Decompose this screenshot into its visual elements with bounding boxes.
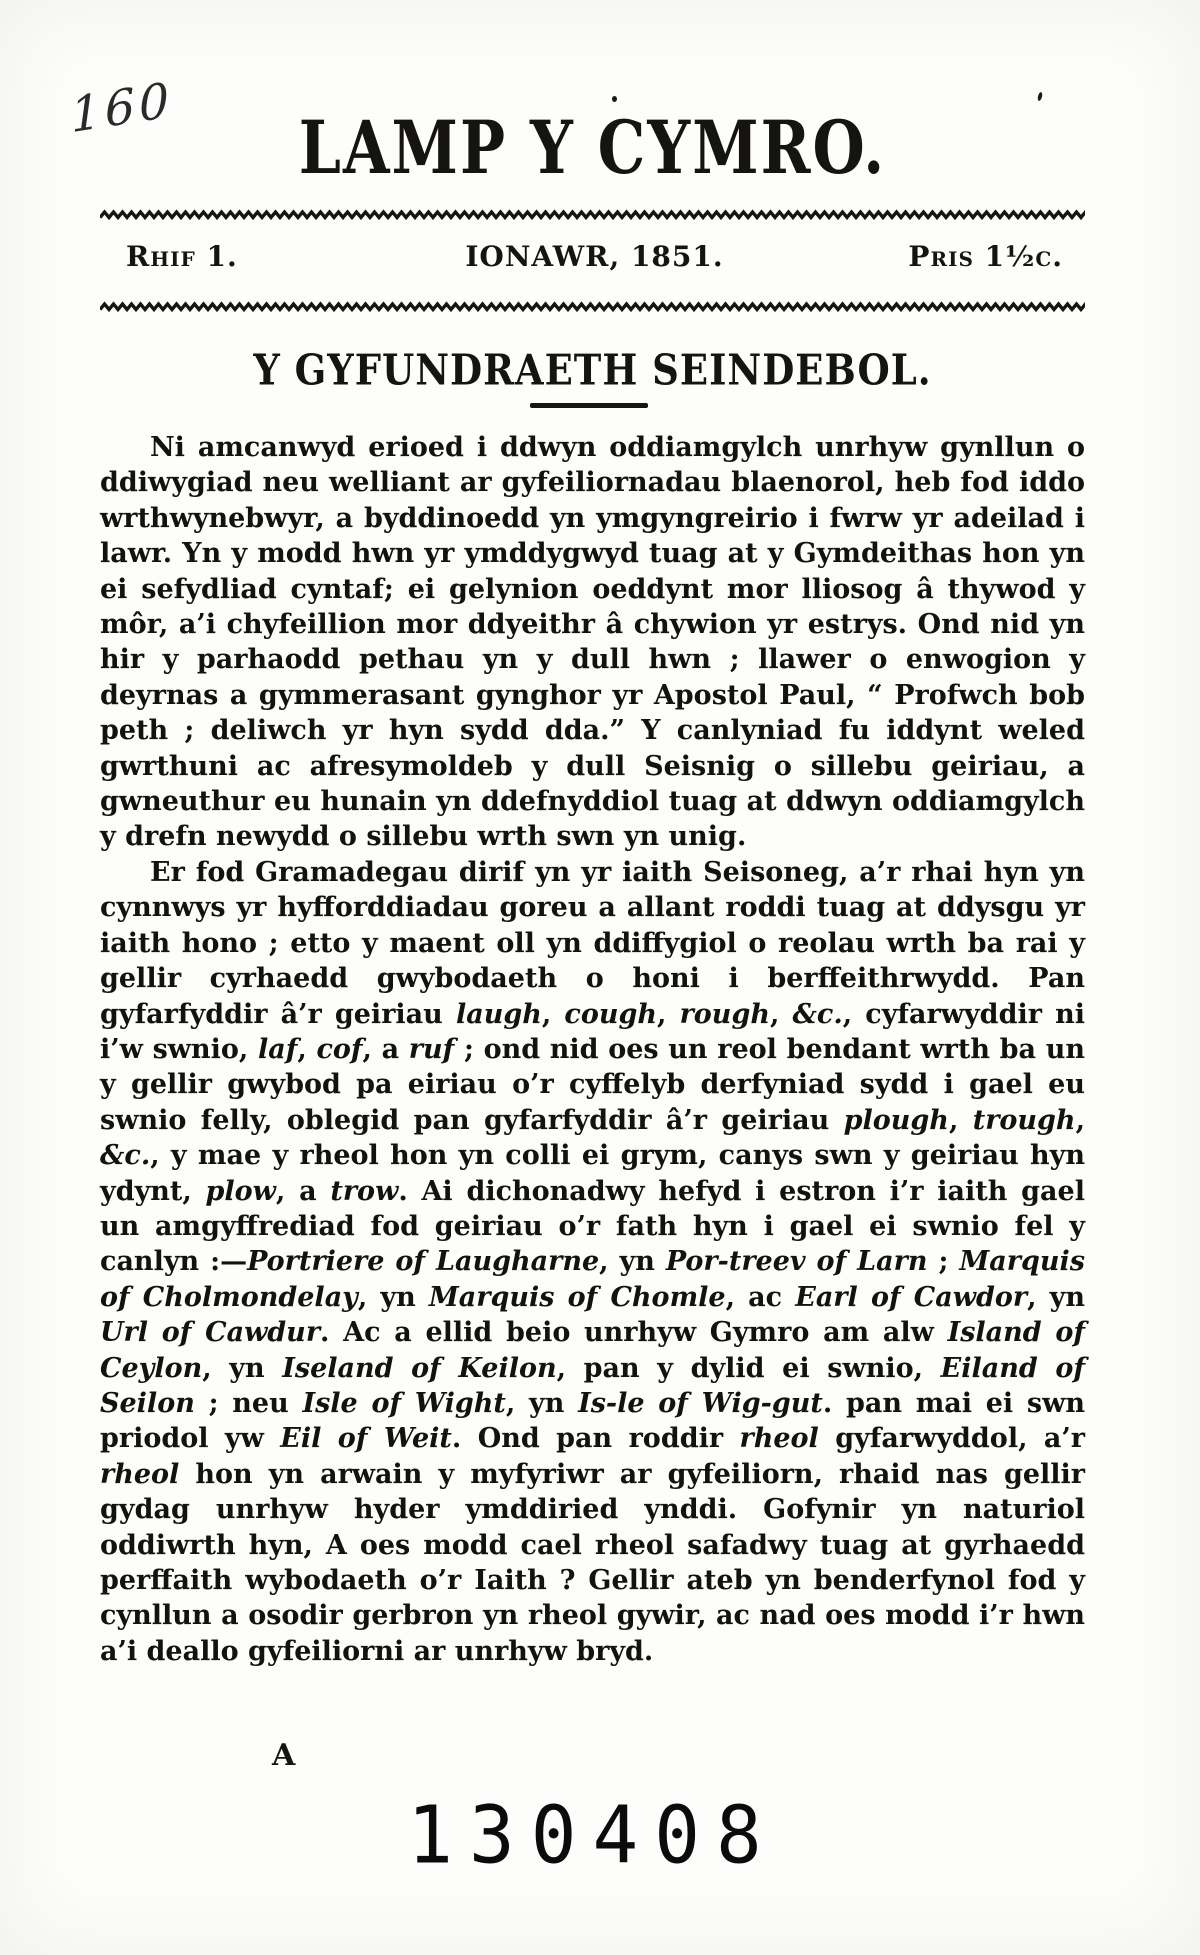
- text-run: , a: [362, 1033, 409, 1065]
- printers-signature-mark: A: [272, 1738, 296, 1773]
- issue-date-label: IONAWR, 1851.: [465, 240, 724, 273]
- italic-text-run: cof: [316, 1033, 363, 1065]
- paragraph: [100, 855, 1085, 1669]
- italic-text-run: trow: [330, 1175, 399, 1207]
- italic-text-run: Portriere of Laugharne: [247, 1246, 600, 1278]
- text-run: , yn: [357, 1281, 429, 1313]
- italic-text-run: Marquis of Chomle: [428, 1281, 726, 1313]
- italic-text-run: Eiland of Seilon: [100, 1352, 1085, 1419]
- text-run: , cyfarwyddir ni i’w swnio,: [100, 998, 1085, 1065]
- text-run: , pan y dylid ei swnio,: [556, 1352, 941, 1384]
- italic-text-run: &c.: [792, 998, 843, 1030]
- italic-text-run: &c.: [100, 1140, 151, 1172]
- italic-text-run: Url of Cawdur: [100, 1317, 321, 1349]
- ink-speck: [1037, 92, 1043, 102]
- italic-text-run: plow: [205, 1175, 276, 1207]
- text-run: ; ond nid oes un reol bendant wrth ba un y gellir gwybod pa eiriau o’r cyffelyb derfyniad sydd i gael eu swnio felly, oblegid pan gyfarfyddir â’r geiriau: [100, 1033, 1085, 1136]
- italic-text-run: rheol: [100, 1458, 180, 1490]
- italic-text-run: Eil of Weit: [280, 1423, 452, 1455]
- italic-text-run: ruf: [408, 1033, 455, 1065]
- library-stamp-number: 130408: [407, 1787, 778, 1882]
- issue-number-label: Rhif 1.: [126, 240, 238, 273]
- italic-text-run: Earl of Cawdor: [795, 1281, 1028, 1313]
- text-run: Ni amcanwyd erioed i ddwyn oddiamgylch unrhyw gynllun o ddiwygiad neu welliant ar gyfeiliornadau blaenorol, heb fod iddo wrthwynebwyr, a byddinoedd yn ymgyngreirio i fwrw yr adeilad i lawr. Yn y modd hwn yr ymddygwyd tuag at y Gymdeithas hon yn ei sefydliad cyntaf; ei gelynion oeddynt mor lliosog â thywod y môr, a’i chyfeillion mor ddyeithr â chywion yr estrys. Ond nid yn hir y parhaodd pethau yn y dull hwn ; llawer o enwogion y deyrnas a gymmerasant gynghor yr Apostol Paul, “ Profwch bob peth ; deliwch yr hyn sydd dda.” Y canlyniad fu iddynt weled gwrthuni ac afresymoldeb y dull Seisnig o sillebu geiriau, a gwneuthur eu hunain yn ddefnyddiol tuag at ddwyn oddiamgylch y drefn newydd o sillebu wrth swn yn unig.: [100, 432, 1085, 853]
- italic-text-run: Iseland of Keilon: [282, 1352, 557, 1384]
- text-run: Er fod Gramadegau dirif yn yr iaith Seisoneg, a’r rhai hyn yn cynnwys yr hyfforddiadau goreu a allant roddi tuag at ddysgu yr iaith hono ; etto y maent oll yn ddiffygiol o reolau wrth ba rai y gellir cyrhaedd gwybodaeth o honi i berffeithrwydd. Pan gyfarfyddir â’r geiriau: [100, 856, 1085, 1030]
- handwritten-catalog-number: 160: [69, 71, 175, 145]
- text-run: hon yn arwain y myfyriwr ar gyfeiliorn, rhaid nas gellir gydag unrhyw hyder ymddiried ynddi. Gofynir yn naturiol oddiwrth hyn, A oes modd cael rheol safadwy tuag at gyrhaedd perffaith wybodaeth o’r Iaith ? Gellir ateb yn benderfynol fod y cynllun a osodir gerbron yn rheol gywir, ac nad oes modd i’r hwn a’i deallo gyfeiliorni ar unrhyw bryd.: [100, 1458, 1085, 1667]
- text-run: . Ac a ellid beio unrhyw Gymro am alw: [320, 1317, 948, 1349]
- heading-rule: [530, 403, 648, 408]
- italic-text-run: rheol: [739, 1423, 819, 1455]
- text-run: ,: [297, 1033, 317, 1065]
- text-run: . pan mai ei swn priodol yw: [100, 1387, 1085, 1455]
- italic-text-run: Marquis of Cholmondelay: [100, 1246, 1085, 1313]
- italic-text-run: Island of Ceylon: [100, 1317, 1085, 1384]
- text-run: . Ai dichonadwy hefyd i estron i’r iaith gael un amgyffrediad fod geiriau o’r fath hyn i gael ei swnio fel y canlyn :—: [100, 1175, 1085, 1278]
- italic-text-run: plough: [843, 1104, 949, 1136]
- italic-text-run: Isle of Wight: [302, 1387, 506, 1419]
- text-run: ;: [927, 1246, 960, 1278]
- italic-text-run: Is-le of Wig-gut: [578, 1387, 823, 1419]
- text-run: , a: [275, 1175, 331, 1207]
- italic-text-run: Por-treev of Larn: [665, 1246, 928, 1278]
- text-run: ,: [948, 1104, 973, 1136]
- text-run: , yn: [1027, 1281, 1085, 1313]
- italic-text-run: laf: [258, 1033, 298, 1065]
- italic-text-run: cough: [564, 998, 658, 1030]
- text-run: . Ond pan roddir: [451, 1423, 740, 1455]
- italic-text-run: rough: [679, 998, 770, 1030]
- wavy-divider-top: [100, 207, 1085, 221]
- article-body: [100, 430, 1085, 1669]
- masthead-info-row: [100, 240, 1085, 273]
- paragraph: [100, 430, 1085, 855]
- text-run: , ac: [725, 1281, 796, 1313]
- price-label: Pris 1½c.: [908, 240, 1063, 273]
- text-run: , yn: [505, 1387, 579, 1419]
- text-run: ,: [769, 998, 793, 1030]
- text-run: , yn: [599, 1246, 666, 1278]
- text-run: ,: [1075, 1104, 1085, 1136]
- text-run: ; neu: [194, 1387, 303, 1419]
- text-run: ,: [541, 998, 565, 1030]
- text-run: ,: [657, 998, 680, 1030]
- text-run: , y mae y rheol hon yn colli ei grym, canys swn y geiriau hyn ydynt,: [100, 1140, 1085, 1207]
- text-run: , yn: [202, 1352, 283, 1384]
- masthead-title: LAMP Y CYMRO.: [298, 106, 887, 192]
- article-heading: Y GYFUNDRAETH SEINDEBOL.: [253, 344, 932, 395]
- italic-text-run: trough: [972, 1104, 1076, 1136]
- ink-speck: [612, 96, 617, 102]
- wavy-divider-middle: [100, 299, 1085, 313]
- italic-text-run: laugh: [455, 998, 542, 1030]
- text-run: gyfarwyddol, a’r: [818, 1423, 1086, 1455]
